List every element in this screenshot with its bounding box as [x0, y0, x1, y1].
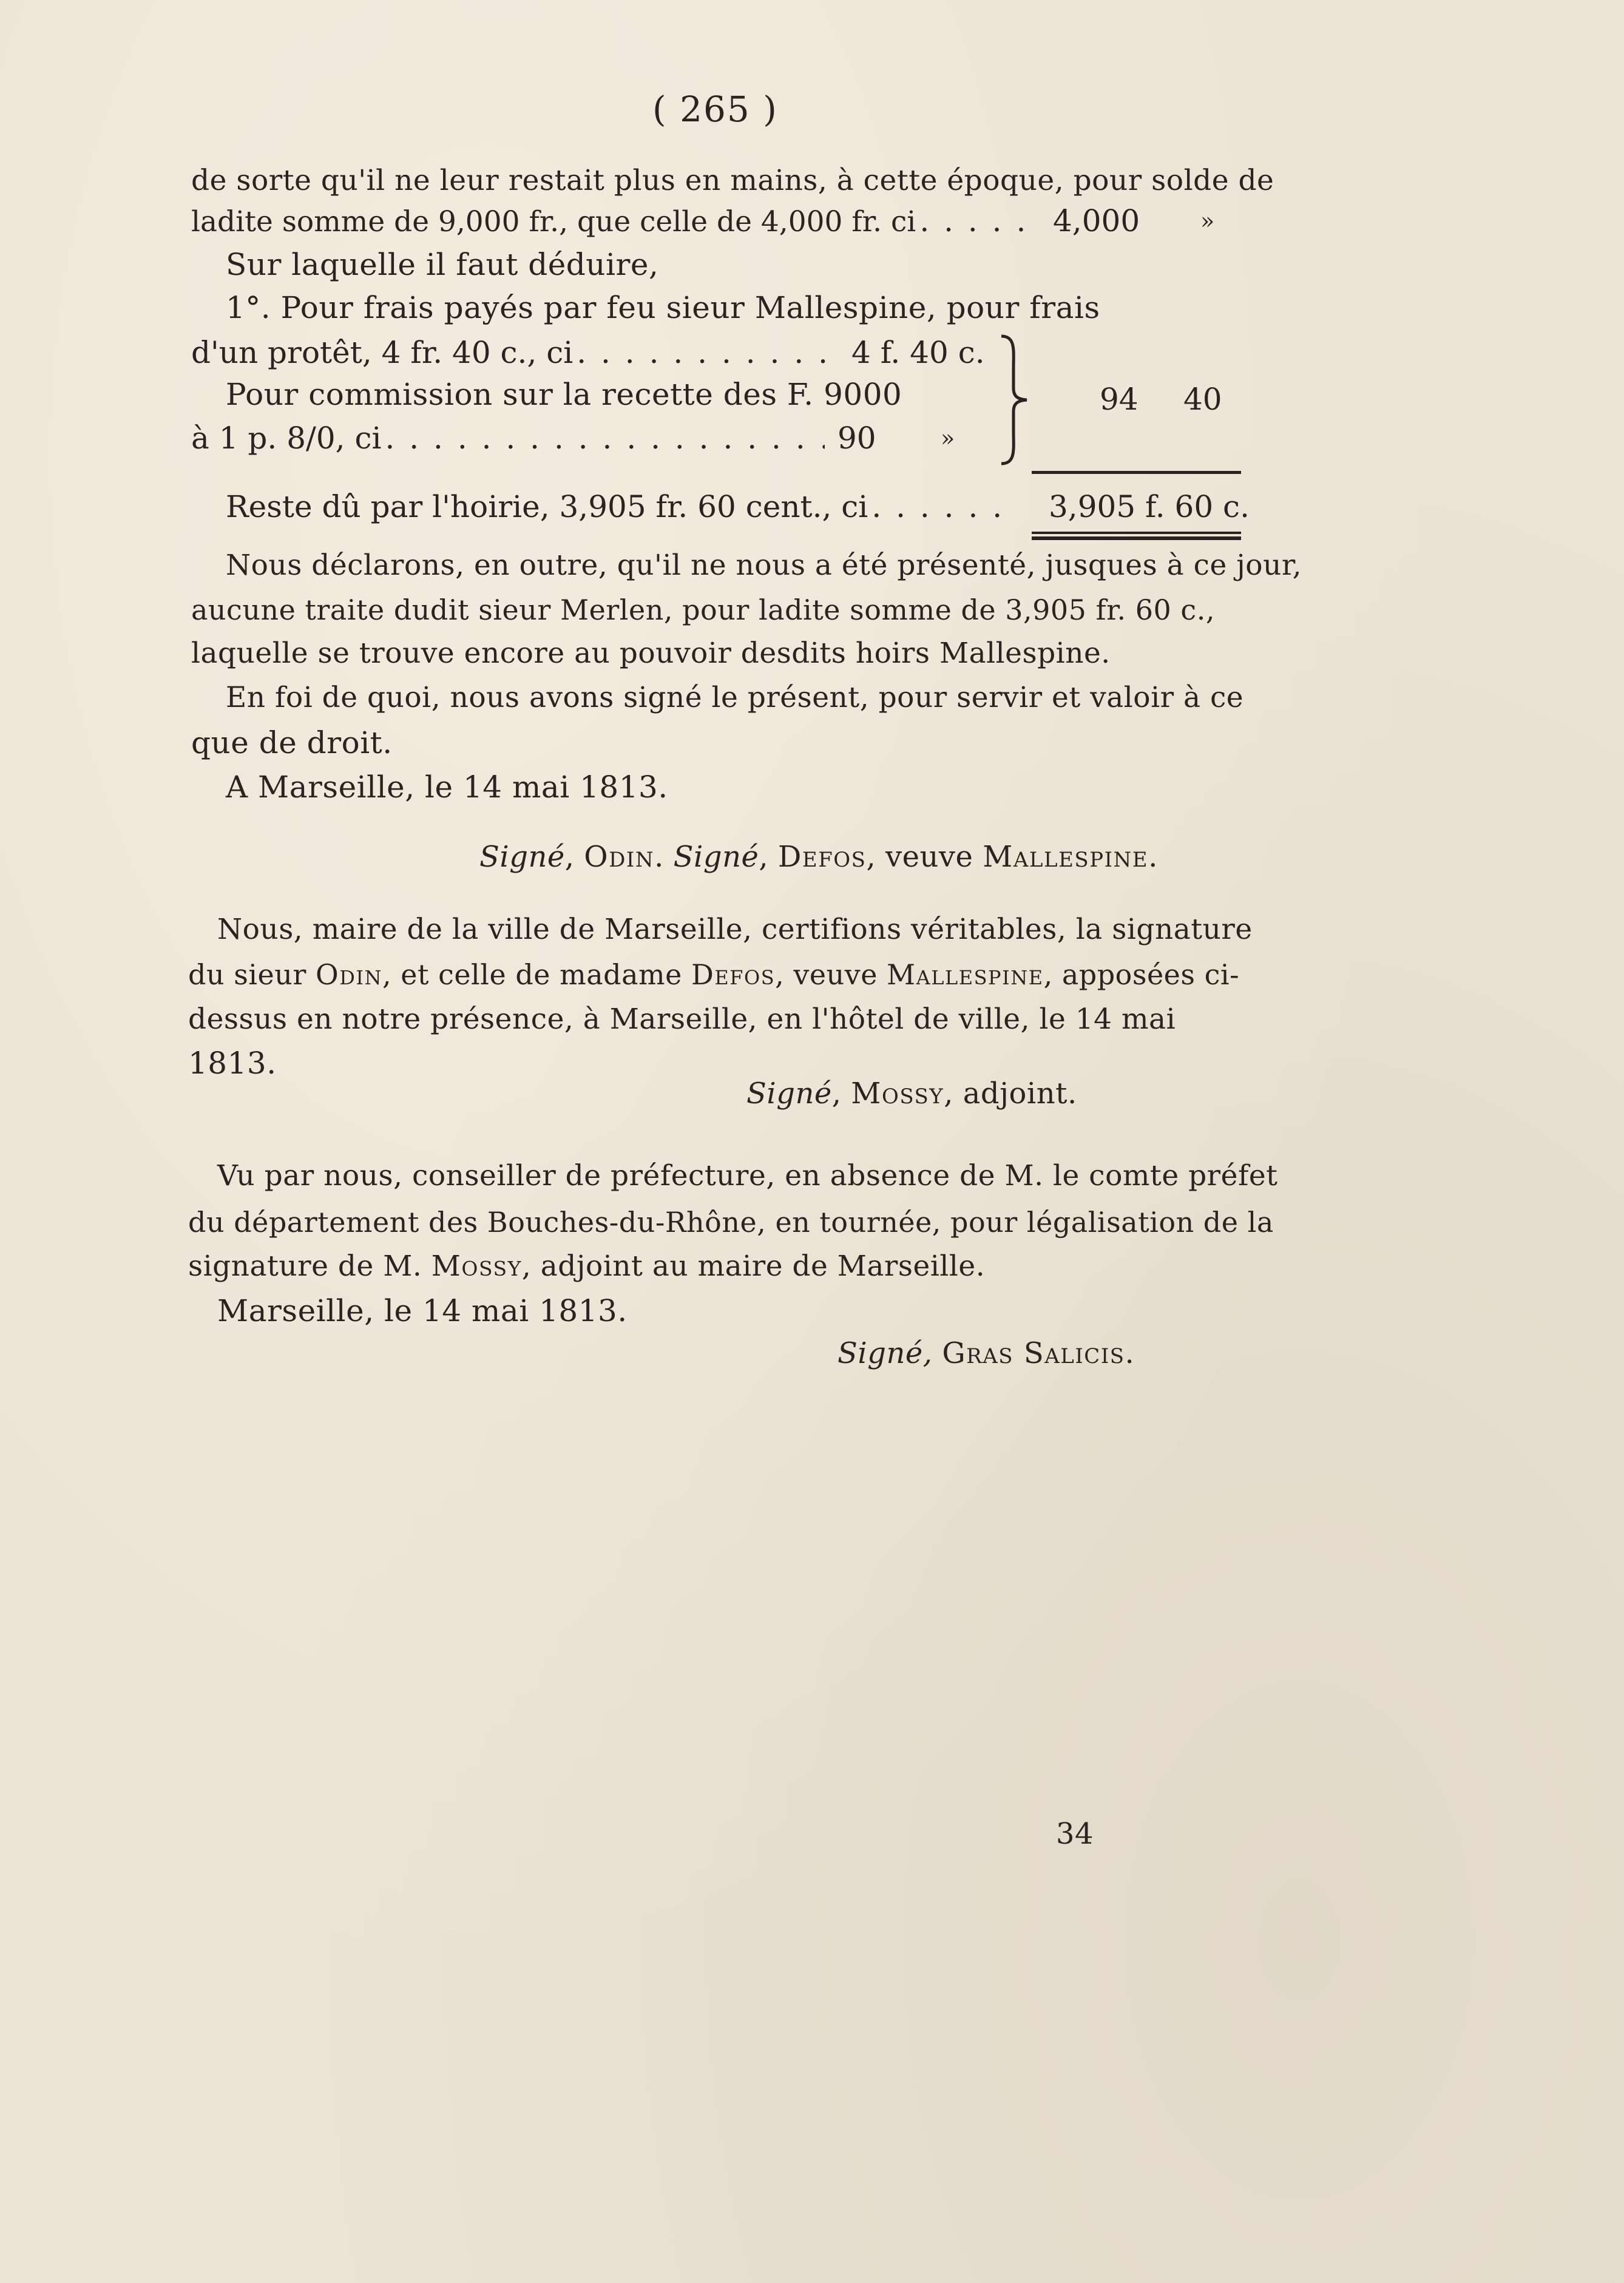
signature-mark: 34 — [1056, 1817, 1094, 1851]
text-line: laquelle se trouve encore au pouvoir desdits hoirs Mallespine. — [191, 637, 1111, 670]
signe-label: Signé — [673, 840, 759, 874]
signatory-name: Mossy — [431, 1250, 522, 1283]
signature-text: , adjoint. — [944, 1077, 1077, 1111]
ledger-row-balance — [226, 487, 1015, 526]
signatory-name: Mossy — [851, 1077, 944, 1111]
page-number: ( 265 ) — [652, 89, 778, 130]
text-line — [188, 1247, 985, 1286]
curly-brace-icon — [995, 333, 1032, 467]
signatory-name: Defos — [777, 840, 867, 874]
text-segment: , et celle de madame — [382, 958, 682, 991]
signatory-name: Defos — [691, 958, 776, 991]
signe-label: Signé, — [837, 1336, 933, 1370]
text-line — [188, 955, 1239, 994]
signatory-name: Odin — [315, 958, 382, 991]
text-line: Pour commission sur la recette des F. 9000 — [226, 377, 902, 412]
ledger-row-text: à 1 p. 8/0, ci — [191, 421, 382, 456]
signatory-name: Gras Salicis. — [942, 1336, 1135, 1370]
signature-line-2: Signé, Mossy, adjoint. — [746, 1077, 1077, 1111]
text-segment: du sieur — [188, 958, 306, 991]
brace-total-francs: 94 — [1100, 382, 1138, 417]
text-line: 1813. — [188, 1046, 277, 1081]
ledger-row-remaining — [191, 201, 1032, 242]
signatory-name: Mallespine. — [983, 840, 1159, 874]
ledger-mark: » — [941, 425, 955, 452]
total-rule — [1032, 532, 1241, 534]
ledger-amount: 3,905 f. 60 c. — [1049, 489, 1250, 524]
signature-line-3 — [837, 1334, 1135, 1373]
text-line: aucune traite dudit sieur Merlen, pour ladite somme de 3,905 fr. 60 c., — [191, 594, 1215, 626]
ledger-row-text: Reste dû par l'hoirie, 3,905 fr. 60 cent., ci — [226, 489, 868, 524]
ledger-row-rate — [191, 419, 828, 458]
text-line: Nous déclarons, en outre, qu'il ne nous a été présenté, jusques à ce jour, — [226, 549, 1302, 582]
text-line: A Marseille, le 14 mai 1813. — [226, 769, 668, 805]
ledger-row-protest — [191, 333, 847, 372]
text-line: Vu par nous, conseiller de préfecture, en absence de M. le comte préfet — [217, 1159, 1278, 1192]
ledger-amount: 4,000 — [1053, 203, 1140, 238]
text-line: du département des Bouches-du-Rhône, en tournée, pour légalisation de la — [188, 1206, 1274, 1239]
leader-dots — [577, 333, 843, 372]
text-line: Nous, maire de la ville de Marseille, certifions véritables, la signature — [217, 913, 1253, 946]
text-segment: , adjoint au maire de Marseille. — [521, 1250, 986, 1283]
signatory-name: Odin — [584, 840, 655, 874]
signe-label: Signé — [479, 840, 565, 874]
ledger-row-text: ladite somme de 9,000 fr., que celle de 4,000 fr. ci — [191, 205, 916, 238]
ledger-amount: 4 f. 40 c. — [851, 335, 985, 370]
text-line: Marseille, le 14 mai 1813. — [217, 1293, 628, 1328]
sum-rule — [1032, 471, 1241, 474]
leader-dots — [871, 487, 1011, 526]
brace-total-cents: 40 — [1183, 382, 1222, 417]
total-rule — [1032, 536, 1241, 540]
ledger-row-text: d'un protêt, 4 fr. 40 c., ci — [191, 335, 573, 370]
text-line: dessus en notre présence, à Marseille, en l'hôtel de ville, le 14 mai — [188, 1003, 1176, 1036]
signe-label: Signé — [746, 1077, 832, 1111]
leader-dots — [919, 201, 1028, 240]
text-line: 1°. Pour frais payés par feu sieur Mallespine, pour frais — [226, 290, 1100, 325]
text-line: En foi de quoi, nous avons signé le présent, pour servir et valoir à ce — [226, 681, 1244, 714]
text-line: que de droit. — [191, 725, 393, 760]
text-line: Sur laquelle il faut déduire, — [226, 247, 659, 282]
text-segment: signature de M. — [188, 1250, 422, 1283]
ledger-amount: 90 — [837, 421, 876, 456]
text-segment: , apposées ci- — [1043, 958, 1240, 991]
signature-text: , veuve — [866, 840, 973, 874]
signatory-name: Mallespine — [887, 958, 1044, 991]
text-line: de sorte qu'il ne leur restait plus en mains, à cette époque, pour solde de — [191, 164, 1274, 197]
ledger-mark: » — [1200, 208, 1215, 234]
signature-line-1: Signé, Odin. Signé, Defos, veuve Mallespine. — [479, 840, 1159, 874]
leader-dots — [385, 419, 825, 458]
text-segment: , veuve — [775, 958, 878, 991]
